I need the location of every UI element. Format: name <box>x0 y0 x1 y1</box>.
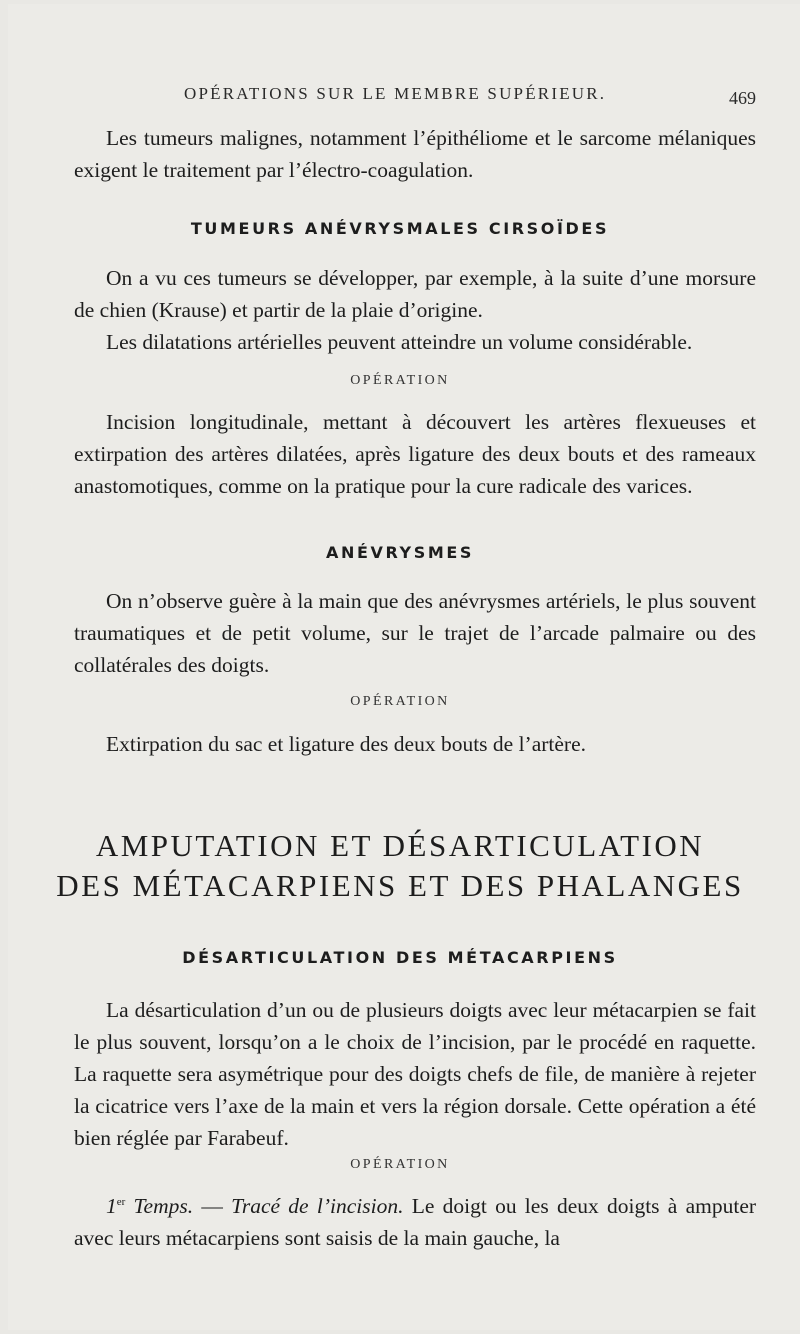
heading-desarticulation: DÉSARTICULATION DES MÉTACARPIENS <box>182 948 618 967</box>
operation-label-1: OPÉRATION <box>350 373 450 388</box>
step-text: Le doigt ou les deux doigts à amputer avec leurs métacarpiens sont saisis de la main gauche, la <box>74 1194 757 1251</box>
heading-tumeurs-cirsoides: TUMEURS ANÉVRYSMALES CIRSOÏDES <box>190 219 610 238</box>
step-paragraph <box>74 1186 756 1254</box>
step-superscript: er <box>116 1196 126 1208</box>
operation-label-3: OPÉRATION <box>350 1157 450 1172</box>
step-dash: — <box>201 1194 223 1219</box>
step-label: Temps. <box>133 1194 194 1219</box>
running-title: OPÉRATIONS SUR LE MEMBRE SUPÉRIEUR. <box>184 84 607 103</box>
cirsoides-paragraph-2: Les dilatations artérielles peuvent atteindre un volume considérable. <box>106 330 693 354</box>
chapter-title <box>0 826 800 906</box>
anevrysmes-paragraph: On n’observe guère à la main que des anévrysmes artériels, le plus souvent traumatiques et de petit volume, sur le trajet de l’arcade palmaire ou des collatérales des doigts. <box>74 589 756 677</box>
anevrysmes-operation-text: Extirpation du sac et ligature des deux bouts de l’artère. <box>106 732 587 756</box>
heading-anevrysmes: ANÉVRYSMES <box>325 543 474 562</box>
operation-label-2: OPÉRATION <box>350 694 450 709</box>
cirsoides-body <box>74 262 756 358</box>
chapter-title-line-2: DES MÉTACARPIENS ET DES PHALANGES <box>56 868 744 903</box>
page-number: 469 <box>729 88 756 108</box>
desarticulation-paragraph: La désarticulation d’un ou de plusieurs doigts avec leur métacarpien se fait le plus souvent, lorsqu’on a le choix de l’incision, par le procédé en raquette. La raquette sera asymétrique pour des doigts chefs de file, de manière à rejeter la cicatrice vers l’axe de la main et vers la région dorsale. Cette opération a été bien réglée par Farabeuf. <box>74 998 756 1150</box>
step-number: 1 <box>106 1194 117 1219</box>
cirsoides-paragraph-1: On a vu ces tumeurs se développer, par exemple, à la suite d’une morsure de chien (Krause) et partir de la plaie d’origine. <box>74 266 756 322</box>
intro-paragraph: Les tumeurs malignes, notamment l’épithéliome et le sarcome mélaniques exigent le traitement par l’électro-coagulation. <box>74 126 756 182</box>
cirsoides-operation-text: Incision longitudinale, mettant à découvert les artères flexueuses et extirpation des artères dilatées, après ligature des deux bouts et des rameaux anastomotiques, comme on la pratique pour la cure radicale des varices. <box>74 410 756 498</box>
step-title: Tracé de l’incision. <box>231 1194 404 1219</box>
chapter-title-line-1: AMPUTATION ET DÉSARTICULATION <box>95 828 705 863</box>
